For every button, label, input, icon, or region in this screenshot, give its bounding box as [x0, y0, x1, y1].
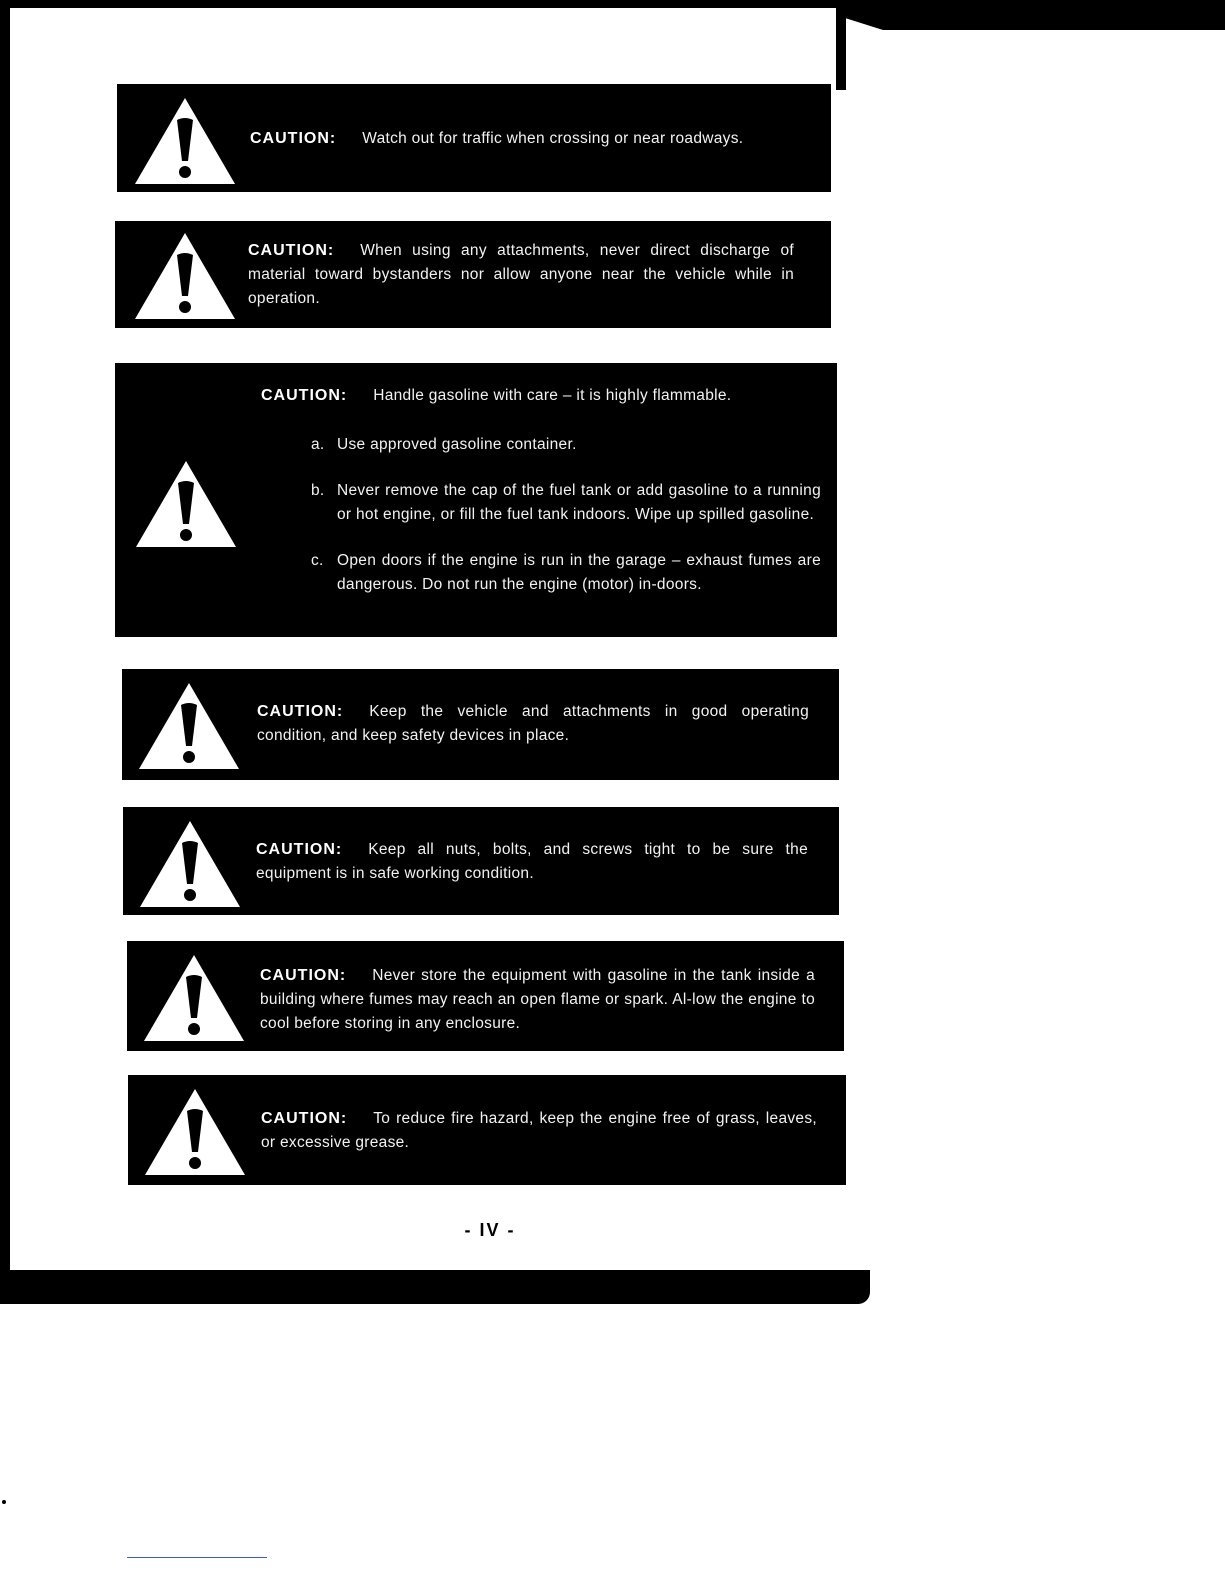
bottom-rule: [127, 1557, 267, 1558]
caution-text: Never store the equipment with gasoline in the tank inside a building where fumes may reach an open flame or spark. Al-low the engine to cool before storing in any enclosure.: [260, 967, 815, 1032]
list-marker: c.: [311, 552, 324, 569]
caution-panel-1: [117, 84, 831, 192]
caution-label: CAUTION:: [250, 130, 337, 147]
list-item: [311, 549, 821, 597]
caution-label: CAUTION:: [261, 387, 348, 404]
caution-text: Handle gasoline with care – it is highly flammable.: [373, 387, 732, 404]
caution-panel-4: [122, 669, 839, 780]
warning-triangle-icon: [133, 96, 237, 186]
caution-text: Keep the vehicle and attachments in good operating condition, and keep safety devices in place.: [257, 703, 809, 744]
caution-text: Keep all nuts, bolts, and screws tight to be sure the equipment is in safe working condition.: [256, 841, 808, 882]
list-marker: b.: [311, 482, 325, 499]
warning-triangle-icon: [138, 819, 242, 909]
list-item: [311, 479, 821, 527]
caution-label: CAUTION:: [260, 967, 347, 984]
caution-label: CAUTION:: [256, 841, 343, 858]
caution-panel-5: [123, 807, 839, 915]
scan-edge-page-right: [836, 0, 846, 90]
caution-text: To reduce fire hazard, keep the engine free of grass, leaves, or excessive grease.: [261, 1110, 817, 1151]
caution-panel-7: [128, 1075, 846, 1185]
scan-edge-top-right: [845, 0, 1225, 30]
caution-panel-6: [127, 941, 844, 1051]
page-number: - IV -: [464, 1220, 516, 1240]
list-text: Use approved gasoline container.: [337, 436, 577, 453]
list-item: [311, 433, 821, 457]
warning-triangle-icon: [137, 681, 241, 771]
list-text: Never remove the cap of the fuel tank or add gasoline to a running or hot engine, or fill the fuel tank indoors. Wipe up spilled gasoline.: [337, 482, 821, 523]
list-marker: a.: [311, 436, 325, 453]
warning-triangle-icon: [142, 953, 246, 1043]
scan-edge-left: [0, 0, 10, 1270]
scan-speck: [2, 1500, 6, 1504]
caution-panel-2: [115, 221, 831, 328]
list-text: Open doors if the engine is run in the garage – exhaust fumes are dangerous. Do not run the engine (motor) in-doors.: [337, 552, 821, 593]
caution-label: CAUTION:: [261, 1110, 348, 1127]
warning-triangle-icon: [143, 1087, 247, 1177]
warning-triangle-icon: [134, 459, 238, 549]
caution-label: CAUTION:: [248, 242, 335, 259]
caution-text: Watch out for traffic when crossing or near roadways.: [362, 130, 744, 147]
scan-edge-bottom: [0, 1270, 870, 1304]
caution-label: CAUTION:: [257, 703, 344, 720]
caution-panel-3: [115, 363, 837, 637]
gasoline-rules-list: [311, 433, 821, 619]
warning-triangle-icon: [133, 231, 237, 321]
caution-text: When using any attachments, never direct discharge of material toward bystanders nor allow anyone near the vehicle while in operation.: [248, 242, 794, 307]
